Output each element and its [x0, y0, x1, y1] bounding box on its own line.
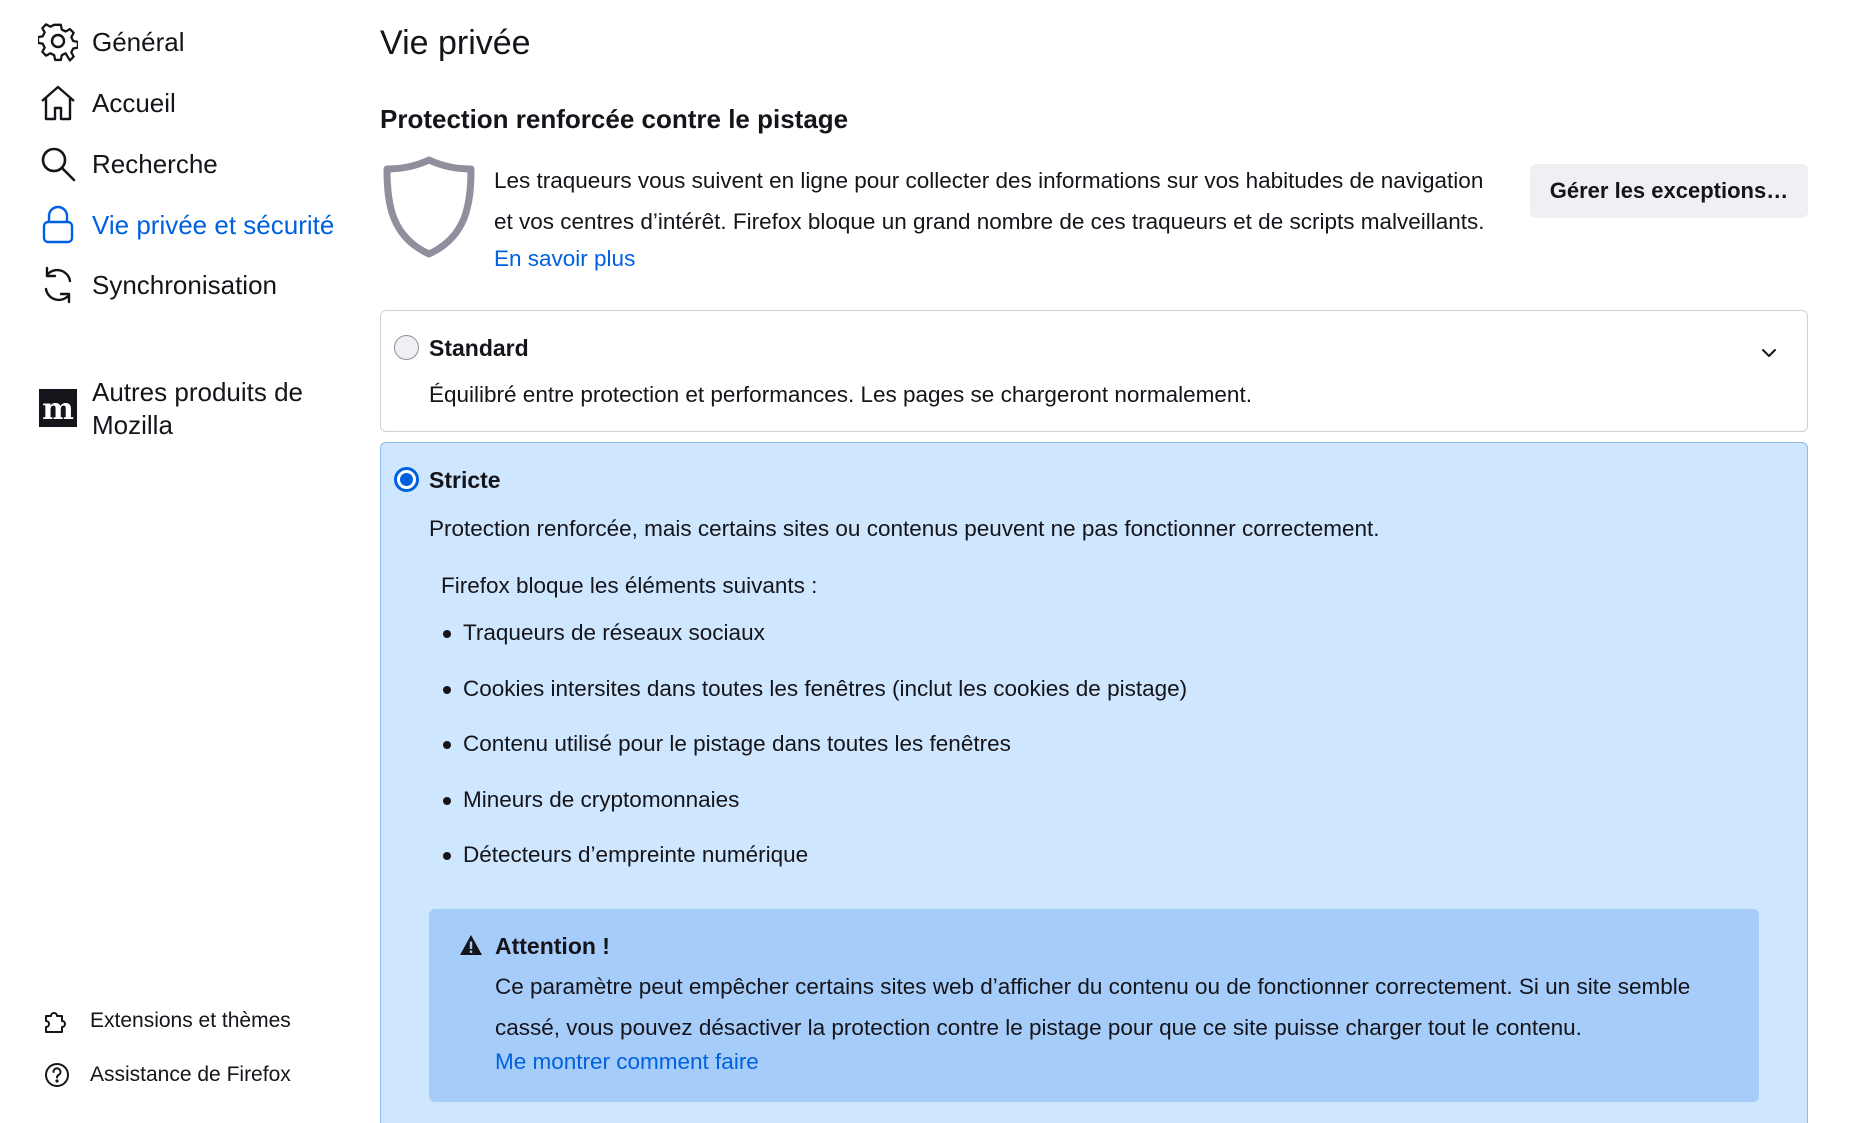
sidebar-item-label: Vie privée et sécurité: [92, 210, 335, 240]
warning-box: [429, 909, 1759, 1102]
lock-icon: [38, 205, 78, 245]
sidebar-item-privacy[interactable]: [38, 209, 334, 245]
section-title: Protection renforcée contre le pistage: [380, 104, 849, 134]
strict-option-card[interactable]: [380, 442, 1808, 1123]
blocked-items-list: [441, 618, 1187, 896]
sync-icon: [38, 265, 78, 305]
sidebar-item-label: Recherche: [92, 149, 218, 179]
show-me-how-link[interactable]: Me montrer comment faire: [495, 1049, 759, 1074]
standard-option-card[interactable]: [380, 310, 1808, 432]
search-icon: [38, 144, 78, 184]
gear-icon: [38, 22, 78, 62]
strict-title: Stricte: [429, 467, 501, 493]
intro-text: Les traqueurs vous suivent en ligne pour collecter des informations sur vos habitudes de navigation et vos centres d’intérêt. Firefox bloque un grand nombre de ces traqueurs et de scripts malveillants.: [494, 168, 1485, 234]
sidebar: [0, 0, 340, 1123]
sidebar-footer-support[interactable]: [42, 1060, 291, 1090]
list-item: Détecteurs d’empreinte numérique: [441, 840, 1187, 896]
svg-text:m: m: [42, 392, 74, 427]
list-item: Traqueurs de réseaux sociaux: [441, 618, 1187, 674]
list-item: Cookies intersites dans toutes les fenêtres (inclut les cookies de pistage): [441, 674, 1187, 730]
standard-title: Standard: [429, 335, 529, 361]
list-item: Mineurs de cryptomonnaies: [441, 785, 1187, 841]
strict-description: Protection renforcée, mais certains sites ou contenus peuvent ne pas fonctionner correctement.: [429, 516, 1380, 541]
sidebar-item-mozilla-products[interactable]: [38, 376, 328, 442]
puzzle-icon: [42, 1006, 72, 1036]
sidebar-item-label: Général: [92, 27, 185, 57]
sidebar-item-label: Accueil: [92, 88, 176, 118]
mozilla-logo-icon: [38, 388, 78, 428]
home-icon: [38, 83, 78, 123]
standard-description: Équilibré entre protection et performances. Les pages se chargeront normalement.: [429, 382, 1252, 407]
warning-title: Attention !: [495, 933, 610, 959]
warning-text: Ce paramètre peut empêcher certains sites web d’afficher du contenu ou de fonctionner correctement. Si un site semble cassé, vous pouvez désactiver la protection contre le pistage pour que ce site puisse charger tout le contenu.: [495, 974, 1691, 1040]
list-item: Contenu utilisé pour le pistage dans toutes les fenêtres: [441, 729, 1187, 785]
sidebar-item-home[interactable]: [38, 87, 176, 123]
sidebar-footer-extensions[interactable]: [42, 1006, 291, 1036]
strict-radio[interactable]: [394, 467, 419, 492]
footer-item-label: Extensions et thèmes: [90, 1009, 291, 1032]
manage-exceptions-button[interactable]: Gérer les exceptions…: [1530, 164, 1808, 218]
learn-more-link[interactable]: En savoir plus: [494, 246, 636, 271]
blocks-intro: Firefox bloque les éléments suivants :: [441, 573, 818, 598]
sidebar-item-sync[interactable]: [38, 269, 277, 305]
footer-item-label: Assistance de Firefox: [90, 1063, 291, 1086]
chevron-down-icon[interactable]: [1757, 341, 1781, 365]
standard-radio[interactable]: [394, 335, 419, 360]
sidebar-item-general[interactable]: [38, 26, 185, 62]
sidebar-item-label: Autres produits de Mozilla: [92, 377, 304, 440]
page-title: Vie privée: [380, 24, 531, 62]
help-icon: [42, 1060, 72, 1090]
shield-icon: [380, 155, 478, 259]
sidebar-item-label: Synchronisation: [92, 270, 277, 300]
warning-icon: [459, 934, 483, 956]
sidebar-item-search[interactable]: [38, 148, 218, 184]
